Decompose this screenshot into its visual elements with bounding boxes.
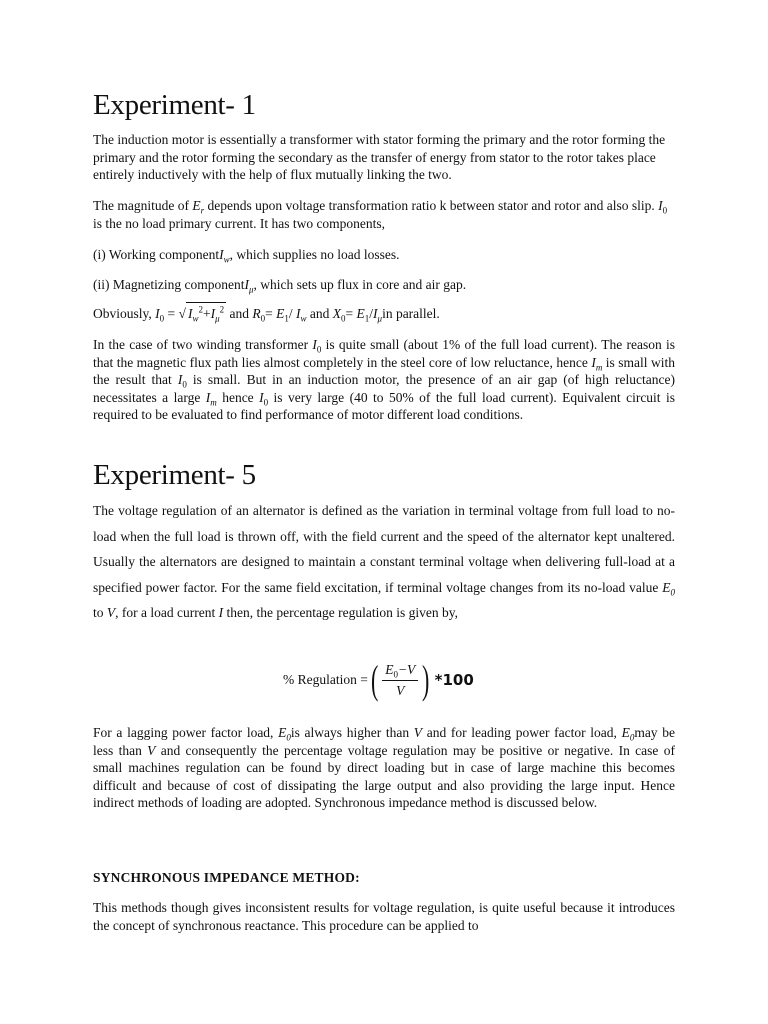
formula-denominator: V — [396, 682, 405, 698]
formula-lhs: % Regulation = — [283, 672, 368, 687]
experiment-1-title: Experiment- 1 — [93, 89, 256, 121]
formula-left-paren: ( — [370, 657, 379, 702]
exp5-paragraph-synchronous: This methods though gives inconsistent results for voltage regulation, is quite useful because it introduces the concept of synchronous reactance. This procedure can be applied to — [93, 900, 675, 933]
exp1-paragraph-transformer: In the case of two winding transformer $I_0$ is quite small (about 1% of the full load current). The reason is that the magnetic flux path lies almost completely in the steel core of low reluctance, hence $I_m$ is small with the result that $I_0$ is small. But in an induction motor, the presence of an air gap (of high reluctance) necessitates a large $I_m$ hence $I_0$ is very large (40 to 50% of the full load current). Equivalent circuit is required to be evaluated to find performance of motor different load conditions. — [93, 337, 676, 422]
exp5-paragraph-regulation: The voltage regulation of an alternator is defined as the variation in terminal voltage from full load to no-load when the full load is thrown off, with the field current and the speed of the alternator kept unaltered. Usually the alternators are designed to maintain a constant terminal voltage when delivering full-load at a specified power factor. For the same field excitation, if terminal voltage changes from its no-load value $E_0$ to V, for a load current I then, the percentage regulation is given by, — [93, 503, 675, 620]
exp1-working-component: (i) Working componentI$_w$, which supplies no load losses. — [93, 247, 400, 265]
section-heading-synchronous-impedance: SYNCHRONOUS IMPEDANCE METHOD: — [93, 870, 360, 885]
exp1-paragraph-intro: The induction motor is essentially a transformer with stator forming the primary and the rotor forming the primary and the rotor forming the secondary as the transfer of energy from stator to the rotor takes place entirely inductively with the help of flux mutually linking the two. — [93, 132, 666, 182]
formula-right-paren: ) — [422, 657, 430, 702]
regulation-formula — [283, 658, 474, 702]
formula-fraction — [382, 661, 418, 700]
exp1-paragraph-magnitude: The magnitude of $E_r$ depends upon voltage transformation ratio k between stator and rotor and also slip. $I_0$ is the no load primary current. It has two components, — [93, 198, 668, 231]
exp1-obviously-equation: Obviously, $I_0$ = √ $I_w^2+I_\mu^2$ and $R_0= E_1/$ $I_w$ and $X_0= E_1/I_\mu in$ parallel. — [93, 302, 675, 325]
formula-multiplier: *100 — [434, 671, 474, 689]
formula-numerator: $E_0-V$ — [382, 661, 418, 681]
exp1-magnetizing-component: (ii) Magnetizing componentI$_\mu$, which sets up flux in core and air gap. — [93, 277, 467, 295]
experiment-5-title: Experiment- 5 — [93, 459, 256, 491]
exp5-paragraph-power-factor: For a lagging power factor load, $E_0is$ always higher than V and for leading power factor load, $E_0may$ be less than V and consequently the percentage voltage regulation may be positive or negative. In case of small machines regulation can be found by direct loading but in case of large machine this becomes difficult and because of cost of dissipating the large output and also providing the large input. Hence indirect methods of loading are adopted. Synchronous impedance method is discussed below. — [93, 725, 675, 810]
